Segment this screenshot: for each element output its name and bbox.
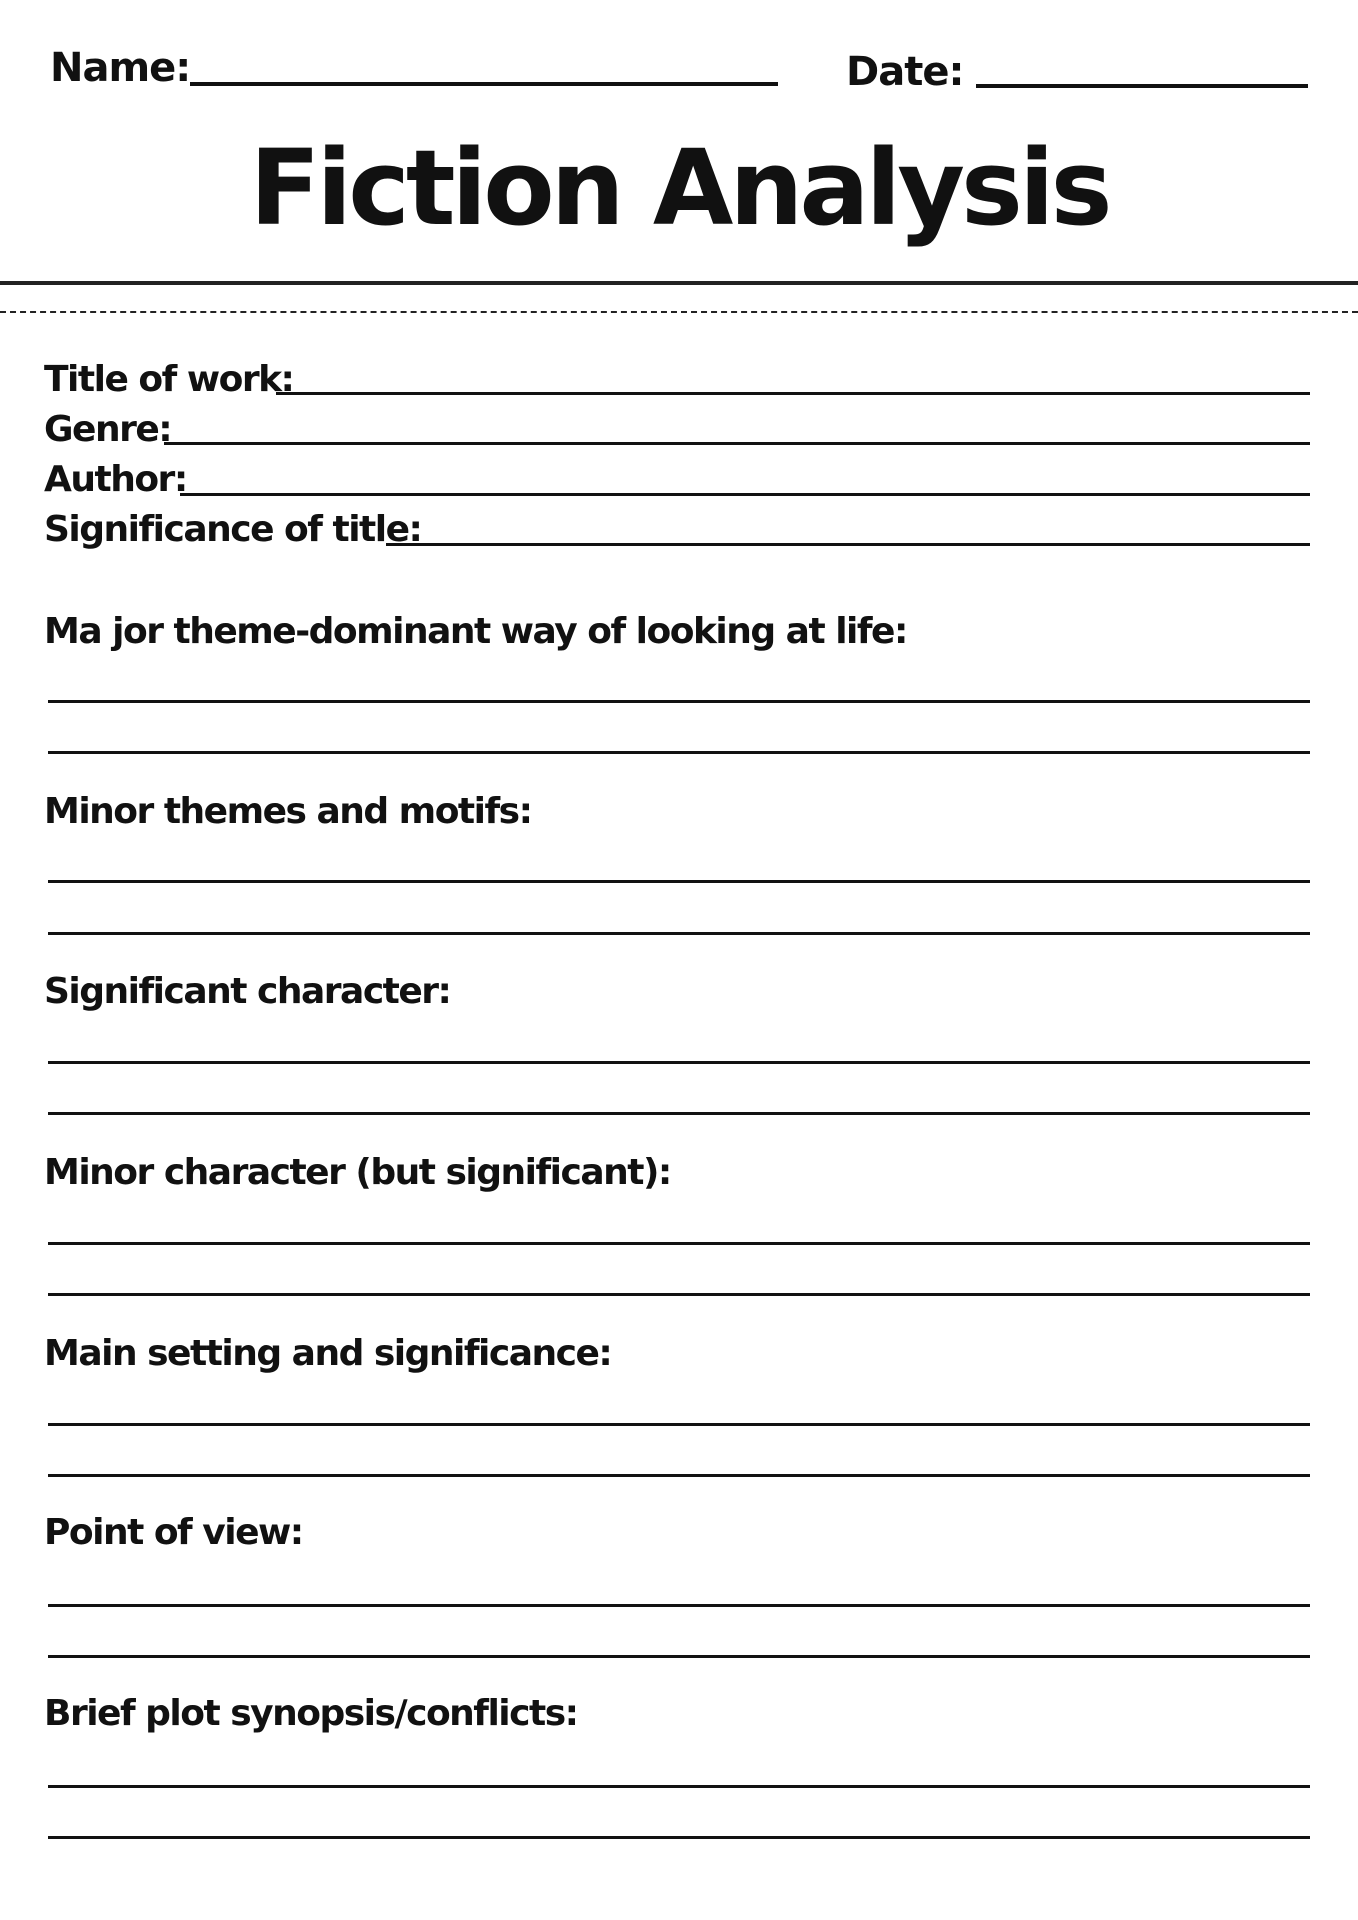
date-input-line[interactable]: [976, 84, 1308, 88]
main-setting-answer-line-2[interactable]: [48, 1474, 1310, 1477]
genre-label: Genre:: [44, 409, 172, 450]
author-label: Author:: [44, 459, 187, 500]
point-of-view-answer-line-1[interactable]: [48, 1604, 1310, 1607]
point-of-view-answer-line-2[interactable]: [48, 1655, 1310, 1658]
significant-character-answer-line-2[interactable]: [48, 1112, 1310, 1115]
header-divider: [0, 281, 1358, 285]
significant-character-label: Significant character:: [44, 971, 451, 1012]
significance-of-title-label: Significance of title:: [44, 509, 422, 550]
name-label: Name:: [50, 45, 191, 91]
name-input-line[interactable]: [190, 82, 778, 86]
minor-character-answer-line-1[interactable]: [48, 1242, 1310, 1245]
minor-themes-answer-line-2[interactable]: [48, 932, 1310, 935]
author-input-line[interactable]: [180, 493, 1310, 496]
genre-input-line[interactable]: [164, 442, 1310, 445]
plot-synopsis-answer-line-2[interactable]: [48, 1836, 1310, 1839]
date-label: Date:: [846, 49, 964, 95]
page-title: Fiction Analysis: [249, 127, 1109, 249]
dashed-divider: [0, 311, 1358, 313]
plot-synopsis-label: Brief plot synopsis/conflicts:: [44, 1693, 578, 1734]
minor-themes-label: Minor themes and motifs:: [44, 791, 532, 832]
minor-character-answer-line-2[interactable]: [48, 1293, 1310, 1296]
main-setting-answer-line-1[interactable]: [48, 1423, 1310, 1426]
plot-synopsis-answer-line-1[interactable]: [48, 1785, 1310, 1788]
major-theme-label: Ma jor theme-dominant way of looking at life:: [44, 611, 907, 652]
minor-character-label: Minor character (but significant):: [44, 1152, 671, 1193]
significant-character-answer-line-1[interactable]: [48, 1061, 1310, 1064]
major-theme-answer-line-2[interactable]: [48, 751, 1310, 754]
major-theme-answer-line-1[interactable]: [48, 700, 1310, 703]
title-of-work-input-line[interactable]: [276, 392, 1310, 395]
significance-of-title-input-line[interactable]: [386, 543, 1310, 546]
title-of-work-label: Title of work:: [44, 359, 294, 400]
point-of-view-label: Point of view:: [44, 1512, 303, 1553]
minor-themes-answer-line-1[interactable]: [48, 880, 1310, 883]
main-setting-label: Main setting and significance:: [44, 1333, 612, 1374]
